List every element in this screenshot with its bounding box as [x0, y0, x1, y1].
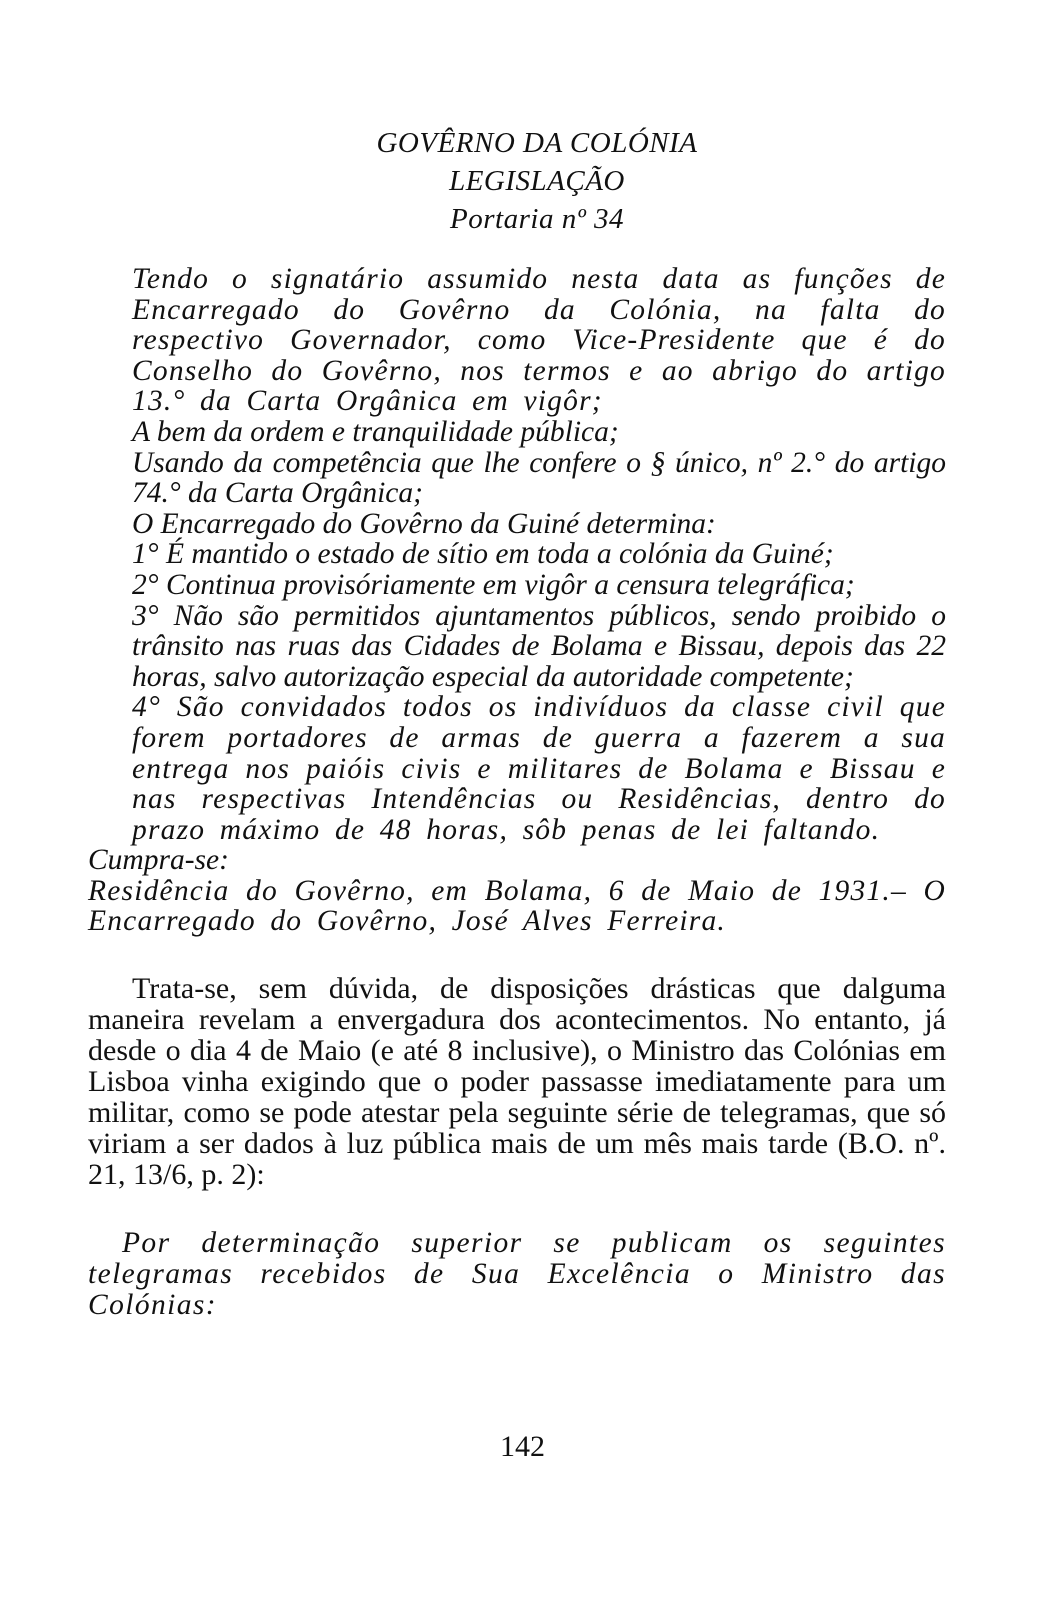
decree-item-number: 1° — [132, 538, 159, 571]
decree-determines: O Encarregado do Govêrno da Guiné determina: — [132, 507, 716, 540]
decree-item — [88, 570, 946, 601]
decree-clause-competence: Usando da competência que lhe confere o § único, nº 2.° do artigo 74.° da Carta Orgânica; — [132, 446, 946, 510]
decree-item-text: É mantido o estado de sítio em toda a colónia da Guiné; — [165, 538, 834, 571]
decree-signature: Residência do Govêrno, em Bolama, 6 de Maio de 1931.– O Encarregado do Govêrno, José Alves Ferreira. — [88, 874, 946, 938]
telegram-intro-text: Por determinação superior se publicam os seguintes telegramas recebidos de Sua Excelência o Ministro das Colónias: — [88, 1227, 946, 1322]
decree-clause-order: A bem da ordem e tranquilidade pública; — [132, 415, 619, 448]
decree-item — [88, 539, 946, 570]
commentary-text: Trata-se, sem dúvida, de disposições drásticas que dalguma maneira revelam a envergadura dos acontecimentos. No entanto, já desde o dia 4 de Maio (e até 8 inclusive), o Ministro das Colónias em Lisboa vinha exigindo que o poder passasse imediatamente para um militar, como se pode atestar pela seguinte série de telegramas, que só viriam a ser dados à luz pública mais de um mês mais tarde (B.O. nº. 21, 13/6, p. 2): — [88, 972, 946, 1192]
decree-item — [88, 601, 946, 693]
decree-item-number: 2° — [132, 568, 159, 601]
commentary-paragraph — [88, 973, 946, 1190]
decree-preamble: Tendo o signatário assumido nesta data as funções de Encarregado do Govêrno da Colónia, na falta do respectivo Governador, como Vice-Presidente que é do Conselho do Govêrno, nos termos e ao abrigo do artigo 13.° da Carta Orgânica em vigôr; — [132, 263, 946, 418]
decree-item-number: 3° — [132, 599, 159, 632]
decree-item-text: Não são permitidos ajuntamentos públicos, sendo proibido o trânsito nas ruas das Cidades de Bolama e Bissau, depois das 22 horas, salvo autorização especial da autoridade competente; — [132, 599, 947, 693]
telegram-intro — [88, 1228, 946, 1321]
heading-portaria: Portaria nº 34 — [450, 203, 624, 235]
decree-item-text: São convidados todos os indivíduos da classe civil que forem portadores de armas de guerra a fazerem a sua entrega nos paióis civis e militares de Bolama e Bissau e nas respectivas Intendências ou Residências, dentro do prazo máximo de 48 horas, sôb penas de lei faltando. — [132, 691, 946, 846]
heading-legislation: LEGISLAÇÃO — [449, 165, 625, 197]
document-page — [88, 124, 946, 1321]
decree-closing: Cumpra-se: — [88, 844, 229, 877]
decree-text — [88, 264, 946, 937]
heading-government: GOVÊRNO DA COLÓNIA — [376, 127, 698, 159]
document-heading — [128, 124, 946, 238]
decree-item — [88, 692, 946, 845]
decree-item-number: 4° — [132, 691, 161, 724]
page-number: 142 — [500, 1430, 545, 1463]
decree-item-text: Continua provisóriamente em vigôr a censura telegráfica; — [165, 568, 855, 601]
